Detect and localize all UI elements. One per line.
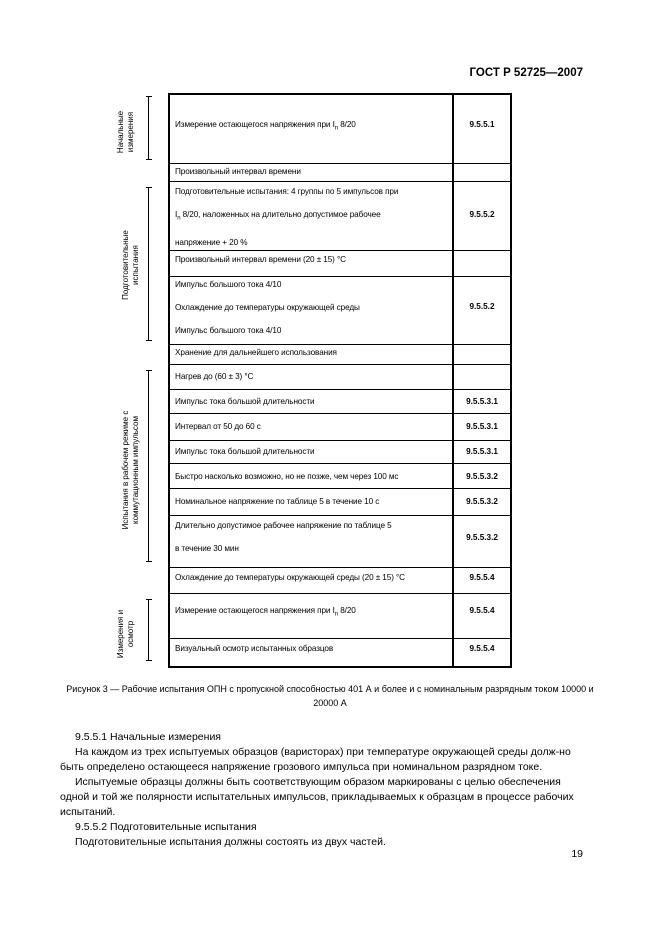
ref-number: 9.5.5.3.2 xyxy=(466,472,498,481)
table-row: Интервал от 50 до 60 с xyxy=(175,422,261,431)
ref-number: 9.5.5.3.1 xyxy=(466,447,498,456)
ref-number: 9.5.5.4 xyxy=(469,573,495,582)
ref-number: 9.5.5.3.1 xyxy=(466,397,498,406)
figure-caption: Рисунок 3 — Рабочие испытания ОПН с пропускной способностью 401 А и более и с номинальным разрядным током 10000 и 20000 А xyxy=(66,684,594,708)
table-row: Импульс большого тока 4/10 Охлаждение до температуры окружающей среды Импульс большого тока 4/10 xyxy=(175,280,360,335)
table-row: Номинальное напряжение по таблице 5 в течение 10 с xyxy=(175,497,380,506)
table-row: Хранение для дальнейшего использования xyxy=(175,348,337,357)
table-row: Произвольный интервал времени xyxy=(175,167,301,176)
table-row: Охлаждение до температуры окружающей среды (20 ± 15) °С xyxy=(175,573,405,582)
ref-number: 9.5.5.4 xyxy=(469,644,495,653)
group-label-prep: Подготовительные испытания xyxy=(121,230,140,300)
ref-number: 9.5.5.2 xyxy=(469,302,495,311)
ref-number: 9.5.5.3.1 xyxy=(466,422,498,431)
ref-number: 9.5.5.1 xyxy=(469,120,495,129)
group-label-measure: Измерения и осмотр xyxy=(116,609,135,659)
paragraph: На каждом из трех испытуемых образцов (варисторах) при температуре окружающей среды долж-но быть определено остающееся напряжение грозового импульса при номинальном разрядном токе. xyxy=(60,746,571,773)
ref-number: 9.5.5.3.2 xyxy=(466,497,498,506)
ref-number: 9.5.5.2 xyxy=(469,210,495,219)
table-row: Произвольный интервал времени (20 ± 15) °С xyxy=(175,255,346,264)
ref-number: 9.5.5.4 xyxy=(469,606,495,615)
table-row: Импульс тока большой длительности xyxy=(175,447,315,456)
table-row: Длительно допустимое рабочее напряжение по таблице 5 в течение 30 мин xyxy=(175,521,392,553)
document-header: ГОСТ Р 52725—2007 xyxy=(469,67,583,79)
table-row: Быстро насколько возможно, но не позже, чем через 100 мс xyxy=(175,472,399,481)
group-label-work: Испытания в рабочем режиме с коммутационным импульсом xyxy=(121,410,140,530)
table-row: Измерение остающегося напряжения при $I_n$ 8/20 xyxy=(175,606,356,618)
table-row: Подготовительные испытания: 4 группы по 5 импульсов при $I_n$ 8/20, наложенных на длительно допустимое рабочее напряжение + 20 % xyxy=(175,187,399,247)
section-heading: 9.5.5.1 Начальные измерения xyxy=(75,731,221,743)
group-label-initial: Начальные измерения xyxy=(116,110,135,154)
ref-number: 9.5.5.3.2 xyxy=(466,533,498,542)
page-number: 19 xyxy=(571,848,583,860)
table-row: Измерение остающегося напряжения при $I_n$ 8/20 xyxy=(175,120,356,132)
paragraph: Подготовительные испытания должны состоять из двух частей. xyxy=(75,836,386,848)
body-text xyxy=(60,730,585,850)
paragraph: Испытуемые образцы должны быть соответствующим образом маркированы с целью обеспечения одной и той же полярности испытательных импульсов, прикладываемых к образцам в процессе рабочих испытаний. xyxy=(60,776,574,818)
table-row: Нагрев до (60 ± 3) °С xyxy=(175,372,254,381)
section-heading: 9.5.5.2 Подготовительные испытания xyxy=(75,821,257,833)
table-row: Визуальный осмотр испытанных образцов xyxy=(175,644,334,653)
table-row: Импульс тока большой длительности xyxy=(175,397,315,406)
